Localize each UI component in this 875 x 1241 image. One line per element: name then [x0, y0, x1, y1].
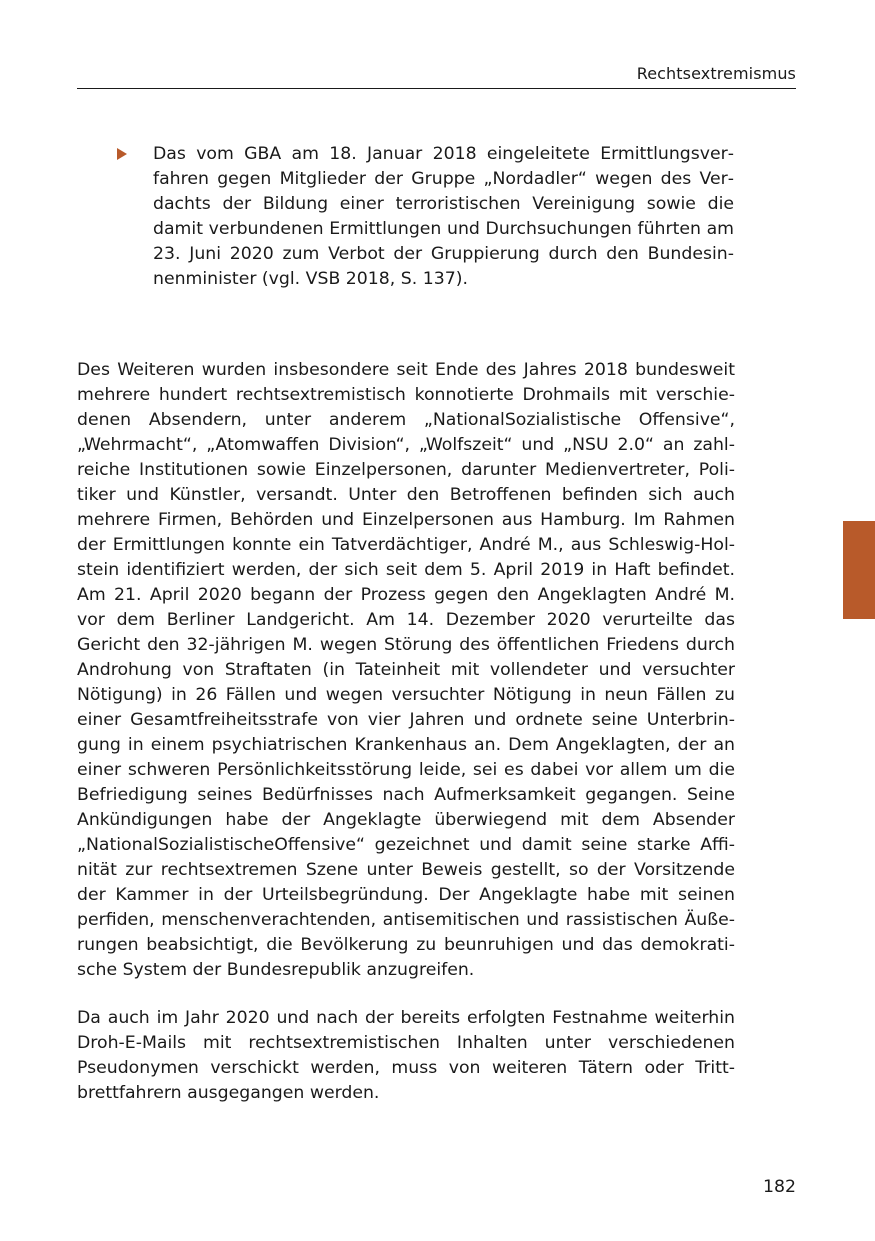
triangle-bullet-icon — [117, 148, 127, 160]
bullet-text: Das vom GBA am 18. Januar 2018 eingeleitete Ermittlungsverfahren gegen Mitglieder der Gruppe „Nordadler“ wegen des Verdachts der Bildung einer terroristischen Vereinigung sowie die damit verbundenen Ermittlungen und Durchsuchungen führten am 23. Juni 2020 zum Verbot der Gruppierung durch den Bundesinnenminister (vgl. VSB 2018, S. 137). — [153, 144, 734, 289]
chapter-thumb-tab — [843, 521, 875, 619]
running-header — [77, 64, 796, 89]
page-number: 182 — [763, 1177, 796, 1197]
section-title: Rechtsextremismus — [636, 64, 796, 83]
body-paragraph-2: Da auch im Jahr 2020 und nach der bereits erfolgten Festnahme weiterhin Droh-E-Mails mit rechtsextremistischen Inhalten unter verschiedenen Pseudonymen verschickt werden, muss von weiteren Tätern oder Trittbrettfahrern ausgegangen werden. — [77, 1008, 735, 1104]
body-paragraph-1: Des Weiteren wurden insbesondere seit Ende des Jahres 2018 bundesweit mehrere hundert rechtsextremistisch konnotierte Drohmails mit verschiedenen Absendern, unter anderem „NationalSozialistische Offensive“, „Wehrmacht“, „Atomwaffen Division“, „Wolfszeit“ und „NSU 2.0“ an zahlreiche Institutionen sowie Einzelpersonen, darunter Medienvertreter, Politiker und Künstler, versandt. Unter den Betroffenen befinden sich auch mehrere Firmen, Behörden und Einzelpersonen aus Hamburg. Im Rahmen der Ermittlungen konnte ein Tatverdächtiger, André M., aus Schleswig-Holstein identifiziert werden, der sich seit dem 5. April 2019 in Haft befindet. Am 21. April 2020 begann der Prozess gegen den Angeklagten André M. vor dem Berliner Landgericht. Am 14. Dezember 2020 verurteilte das Gericht den 32-jährigen M. wegen Störung des öffentlichen Friedens durch Androhung von Straftaten (in Tateinheit mit vollendeter und versuchter Nötigung) in 26 Fällen und wegen versuchter Nötigung in neun Fällen zu einer Gesamtfreiheitsstrafe von vier Jahren und ordnete seine Unterbringung in einem psychiatrischen Krankenhaus an. Dem Angeklagten, der an einer schweren Persönlichkeitsstörung leide, sei es dabei vor allem um die Befriedigung seines Bedürfnisses nach Aufmerksamkeit gegangen. Seine Ankündigungen habe der Angeklagte überwiegend mit dem Absender „NationalSozialistischeOffensive“ gezeichnet und damit seine starke Affinität zur rechtsextremen Szene unter Beweis gestellt, so der Vorsitzende der Kammer in der Urteilsbegründung. Der Angeklagte habe mit seinen perfiden, menschenverachtenden, antisemitischen und rassistischen Äußerungen beabsichtigt, die Bevölkerung zu beunruhigen und das demokratische System der Bundesrepublik anzugreifen. — [77, 360, 735, 981]
